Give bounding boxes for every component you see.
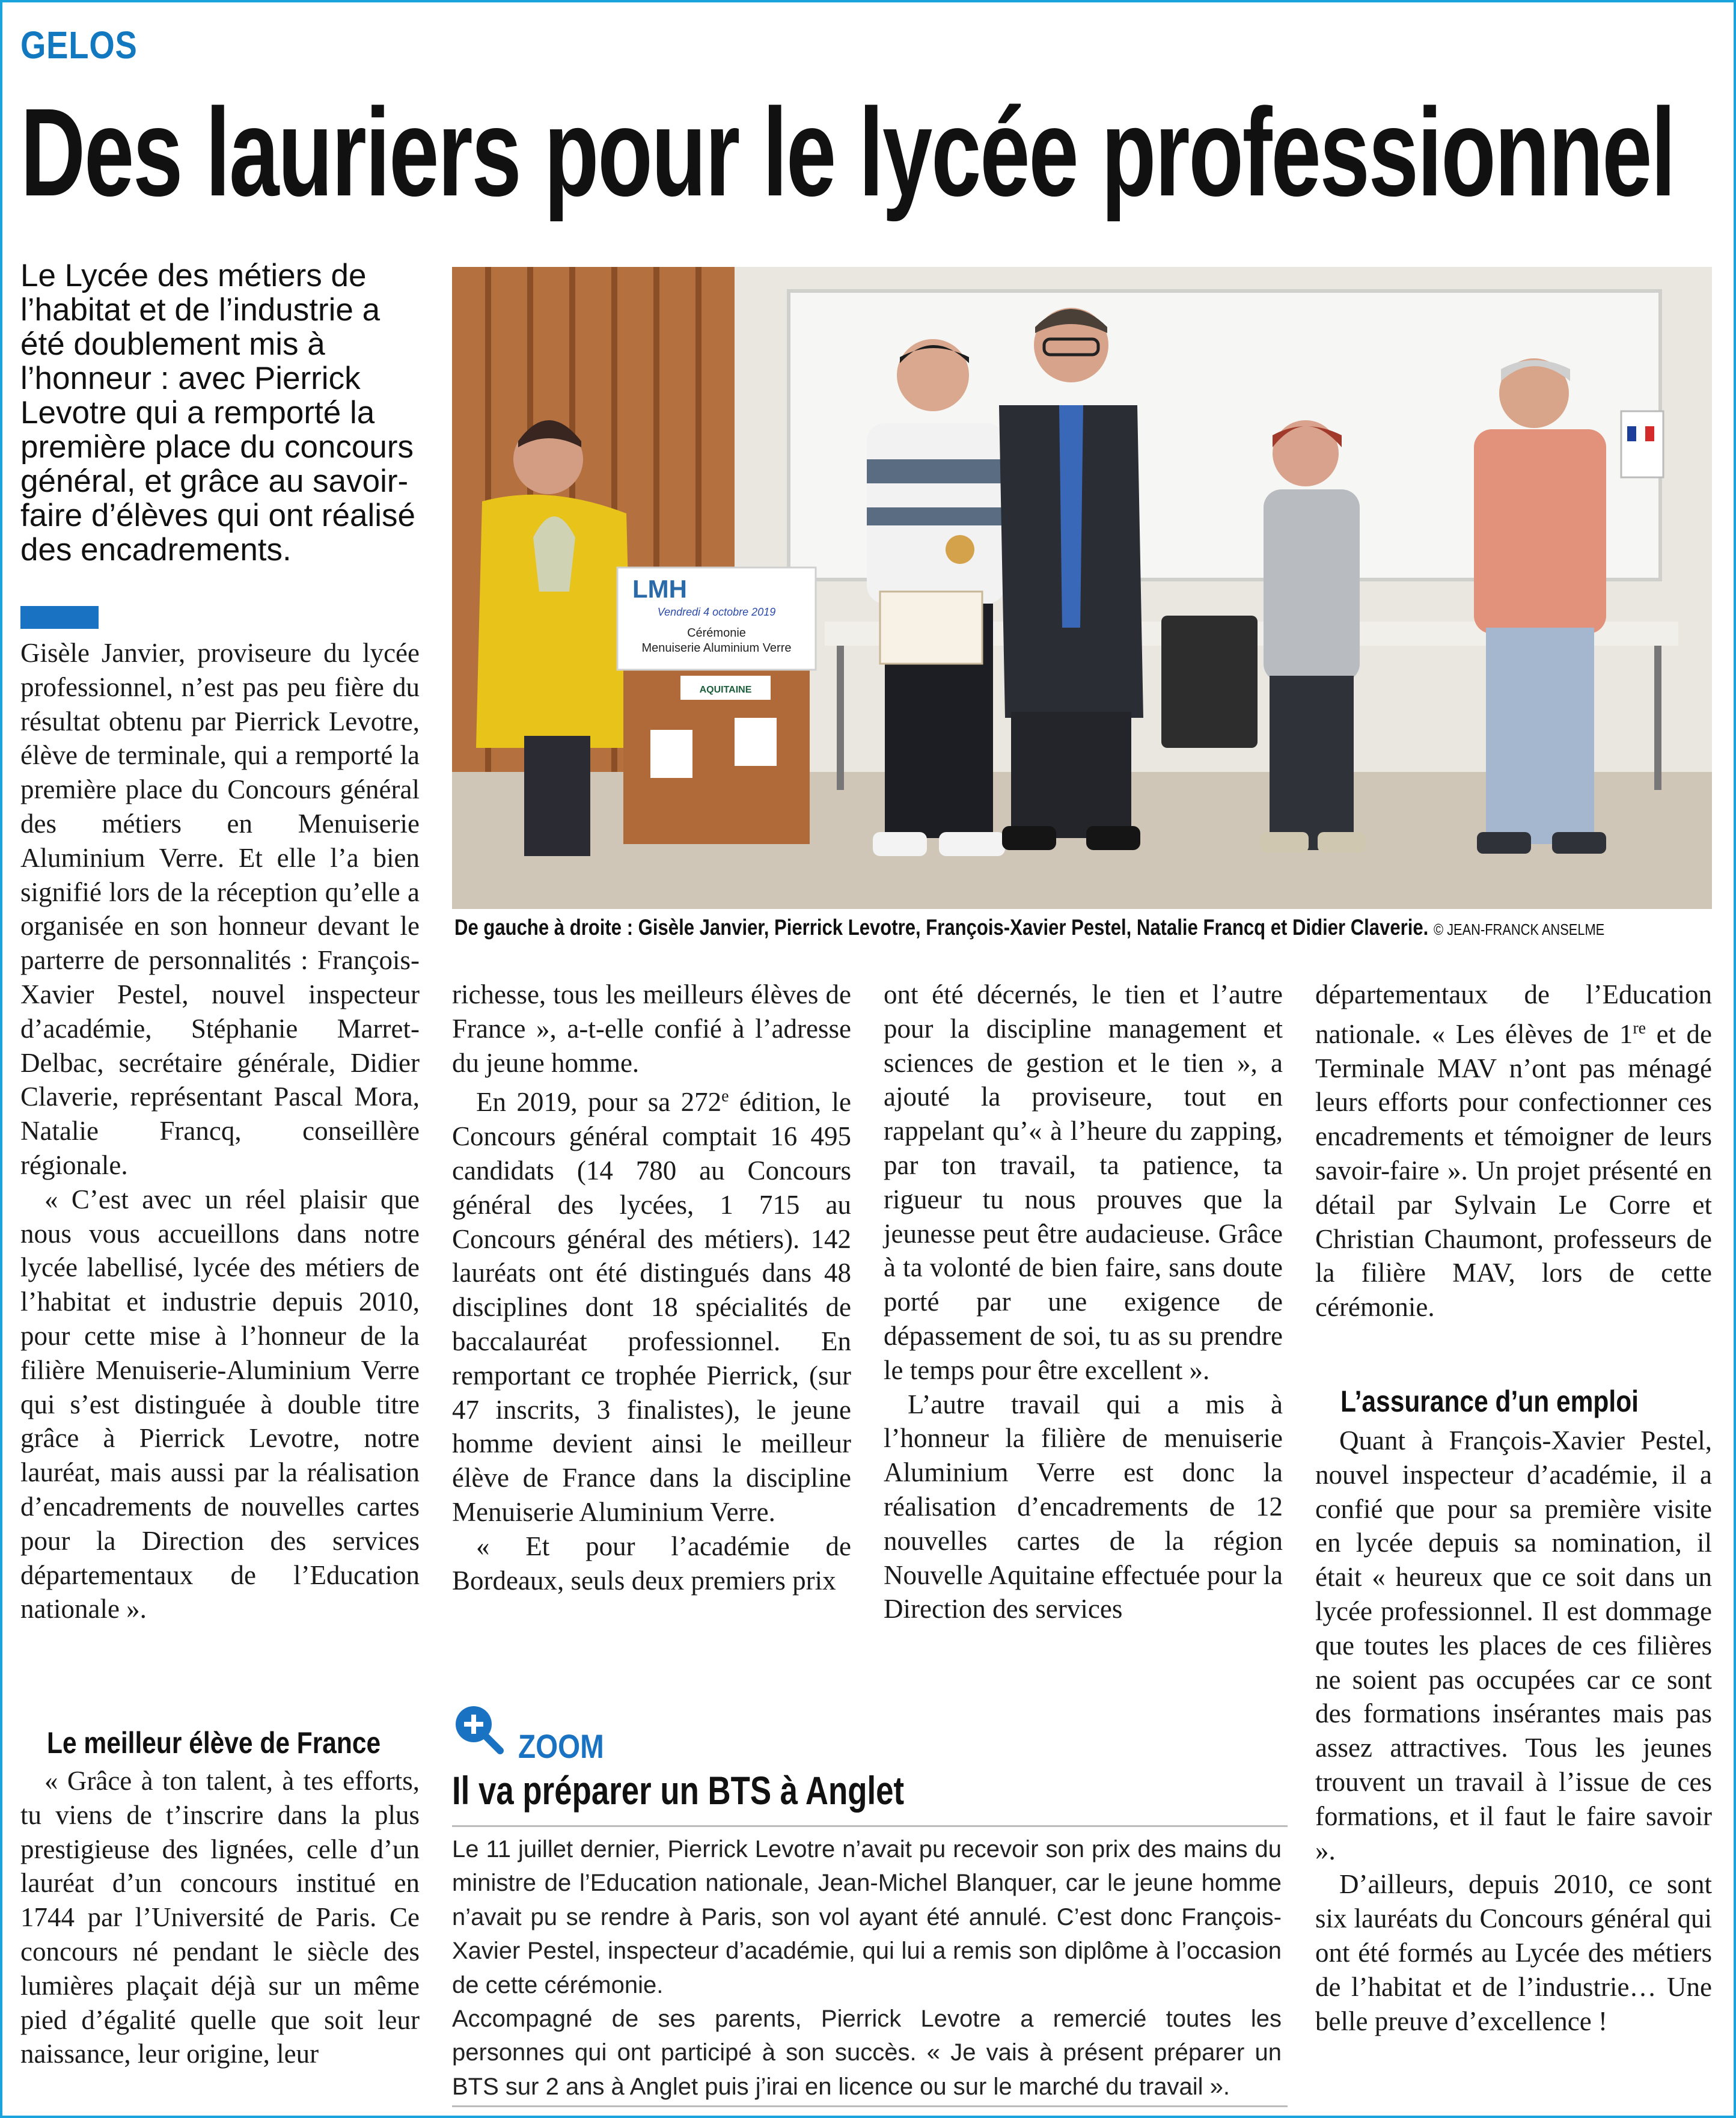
article-column-4 (1315, 978, 1712, 1324)
zoom-bottom-rule (452, 2105, 1288, 2107)
paragraph: Le 11 juillet dernier, Pierrick Levotre n’avait pu recevoir son prix des mains du ministre de l’Education nationale, Jean-Michel Blanquer, car le jeune homme n’avait pu se rendre à Paris, son vol ayant été annulé. C’est donc François-Xavier Pestel, inspecteur d’académie, qui lui a remis son diplôme à l’occasion de cette cérémonie. (452, 1836, 1282, 1998)
paragraph: « C’est avec un réel plaisir que nous vous accueillons dans notre lycée labellisé, lycée des métiers de l’habitat et industrie depuis 2010, pour cette mise à l’honneur de la filière Menuiserie-Aluminium Verre qui s’est distinguée à double titre grâce à Pierrick Levotre, notre lauréat, mais aussi par la réalisation d’encadrements de nouvelles cartes pour la Direction des services départementaux de l’Education nationale ». (20, 1184, 420, 1624)
article-column-2 (452, 978, 851, 1597)
caption-text: De gauche à droite : Gisèle Janvier, Pierrick Levotre, François-Xavier Pestel, Natalie Francq et Didier Claverie. (454, 915, 1429, 940)
accent-bar (20, 606, 99, 629)
lead-paragraph: Le Lycée des métiers de l’habitat et de l’industrie a été doublement mis à l’honneur : avec Pierrick Levotre qui a remporté la première place du concours général, et grâce au savoir-faire d’élèves qui ont réalisé des encadrements. (20, 258, 415, 568)
paragraph: « Et pour l’académie de Bordeaux, seuls deux premiers prix (452, 1531, 851, 1596)
photo-credit: © JEAN-FRANCK ANSELME (1433, 920, 1605, 938)
subhead-job-assurance: L’assurance d’un emploi (1340, 1385, 1639, 1418)
paragraph: ont été décernés, le tien et l’autre pour la discipline management et sciences de gestion et le tien », a ajouté la proviseure, tout en rappelant qu’« à l’heure du zapping, par ton travail, ta patience, ta rigueur tu nous prouves que la jeunesse peut être audacieuse. Grâce à ta volonté de bien faire, sans doute porté par une exigence de dépassement de soi, tu as su prendre le temps pour être excellent ». (884, 979, 1283, 1385)
article-column-4-cont (1315, 1424, 1712, 2038)
headline: Des lauriers pour le lycée professionnel (20, 83, 1675, 222)
lectern-line2: Menuiserie Aluminium Verre (641, 641, 792, 655)
zoom-divider (452, 1825, 1288, 1827)
zoom-title: Il va préparer un BTS à Anglet (452, 1768, 905, 1813)
paragraph: richesse, tous les meilleurs élèves de France », a-t-elle confié à l’adresse du jeune homme. (452, 979, 851, 1078)
paragraph: Accompagné de ses parents, Pierrick Levotre a remercié toutes les personnes qui ont participé à son succès. « Je vais à présent préparer un BTS sur 2 ans à Anglet puis j’irai en licence ou sur le marché du travail ». (452, 2006, 1282, 2100)
photo-caption (454, 915, 1604, 940)
zoom-magnifier-icon (452, 1703, 504, 1754)
article-column-1-cont (20, 1764, 420, 2071)
paragraph: « Grâce à ton talent, à tes efforts, tu viens de t’inscrire dans la plus prestigieuse des lignées, celle d’un lauréat d’un concours institué en 1744 par l’Université de Paris. Ce concours né pendant le siècle des lumières plaçait déjà sur un même pied d’égalité quelle que soit leur naissance, leur origine, leur (20, 1766, 420, 2069)
zoom-label: ZOOM (518, 1727, 604, 1765)
ceremony-photo (452, 267, 1712, 909)
lectern-aquitaine: AQUITAINE (699, 685, 752, 695)
article-column-3 (884, 978, 1283, 1626)
section-kicker: GELOS (20, 23, 138, 67)
paragraph: En 2019, pour sa 272e édition, le Concours général comptait 16 495 candidats (14 780 au Concours général des lycées, 1 715 au Concours général des métiers). 142 lauréats ont été distingués dans 48 disciplines dont 18 spécialités de baccalauréat professionnel. En remportant ce trophée Pierrick, (sur 47 inscrits, 3 finalistes), le jeune homme devient ainsi le meilleur élève de France dans la discipline Menuiserie Aluminium Verre. (452, 1087, 851, 1527)
lectern-line1: Cérémonie (687, 626, 746, 640)
paragraph: départementaux de l’Education nationale. « Les élèves de 1re et de Terminale MAV n’ont pas ménagé leurs efforts pour confectionner ces encadrements et témoigner de leurs savoir-faire ». Un projet présenté en détail par Sylvain Le Corre et Christian Chaumont, professeurs de la filière MAV, lors de cette cérémonie. (1315, 979, 1712, 1323)
paragraph: D’ailleurs, depuis 2010, ce sont six lauréats du Concours général qui ont été formés au Lycée des métiers de l’habitat et de l’industrie… Une belle preuve d’excellence ! (1315, 1869, 1712, 2036)
paragraph: Gisèle Janvier, proviseure du lycée professionnel, n’est pas peu fière du résultat obtenu par Pierrick Levotre, élève de terminale, qui a remporté la première place du Concours général des métiers en Menuiserie Aluminium Verre. Et elle l’a bien signifié lors de la réception qu’elle a organisée en son honneur devant le parterre de personnalités : François-Xavier Pestel, nouvel inspecteur d’académie, Stéphanie Marret-Delbac, secrétaire générale, Didier Claverie, représentant Pascal Mora, Natalie Francq, conseillère régionale. (20, 638, 420, 1180)
ceremony-photo-illustration (452, 267, 1712, 909)
subhead-best-student: Le meilleur élève de France (47, 1726, 381, 1760)
lectern-logo: LMH (632, 575, 687, 603)
paragraph: Quant à François-Xavier Pestel, nouvel inspecteur d’académie, il a confié que pour sa première visite en lycée depuis sa nomination, il était « heureux que ce soit dans un lycée professionnel. Il est dommage que toutes les places de ces filières ne soient pas occupées car ce sont des formations insérantes mais pas assez attractives. Tous les jeunes trouvent un travail à l’issue de ces formations, et il faut le faire savoir ». (1315, 1425, 1712, 1865)
lectern-date: Vendredi 4 octobre 2019 (657, 606, 776, 618)
paragraph: L’autre travail qui a mis à l’honneur la filière de menuiserie Aluminium Verre est donc la réalisation d’encadrements de 12 nouvelles cartes de la région Nouvelle Aquitaine effectuée pour la Direction des services (884, 1389, 1283, 1624)
zoom-body (452, 1832, 1282, 2104)
article-column-1 (20, 636, 420, 1626)
